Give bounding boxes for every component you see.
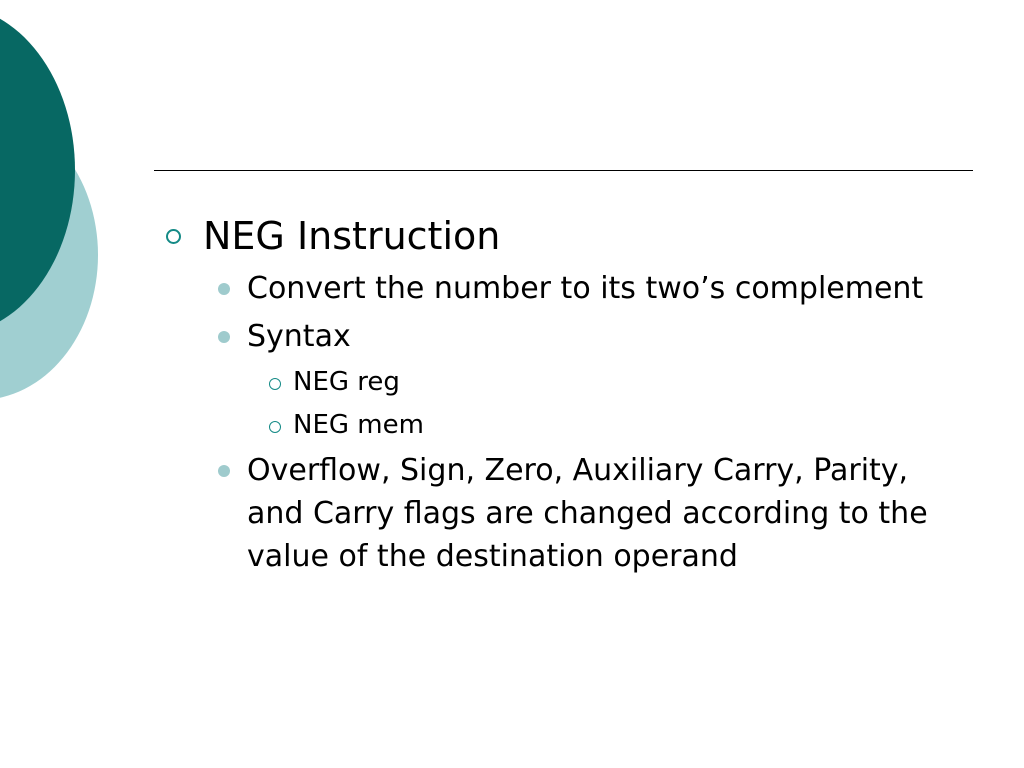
hollow-circle-bullet-icon [166,229,181,244]
dot-bullet-icon [218,331,230,343]
dot-bullet-icon [218,283,230,295]
hollow-circle-bullet-icon [269,421,281,433]
bullet-neg-mem [160,406,940,444]
bullet-neg-instruction [160,210,940,262]
slide-body [160,210,940,578]
bullet-text: NEG mem [293,410,424,440]
bullet-flags-changed [160,449,940,578]
bullet-syntax [160,315,940,358]
title-divider [154,170,973,171]
bullet-text: Overflow, Sign, Zero, Auxiliary Carry, Parity, and Carry flags are changed according to the value of the destination operand [247,453,928,574]
dot-bullet-icon [218,465,230,477]
bullet-neg-reg [160,363,940,401]
bullet-convert-twos-complement [160,267,940,310]
bullet-text: NEG reg [293,367,400,397]
bullet-text: Syntax [247,319,351,354]
bullet-text: Convert the number to its two’s complement [247,271,924,306]
hollow-circle-bullet-icon [269,378,281,390]
bullet-text: NEG Instruction [203,214,501,258]
